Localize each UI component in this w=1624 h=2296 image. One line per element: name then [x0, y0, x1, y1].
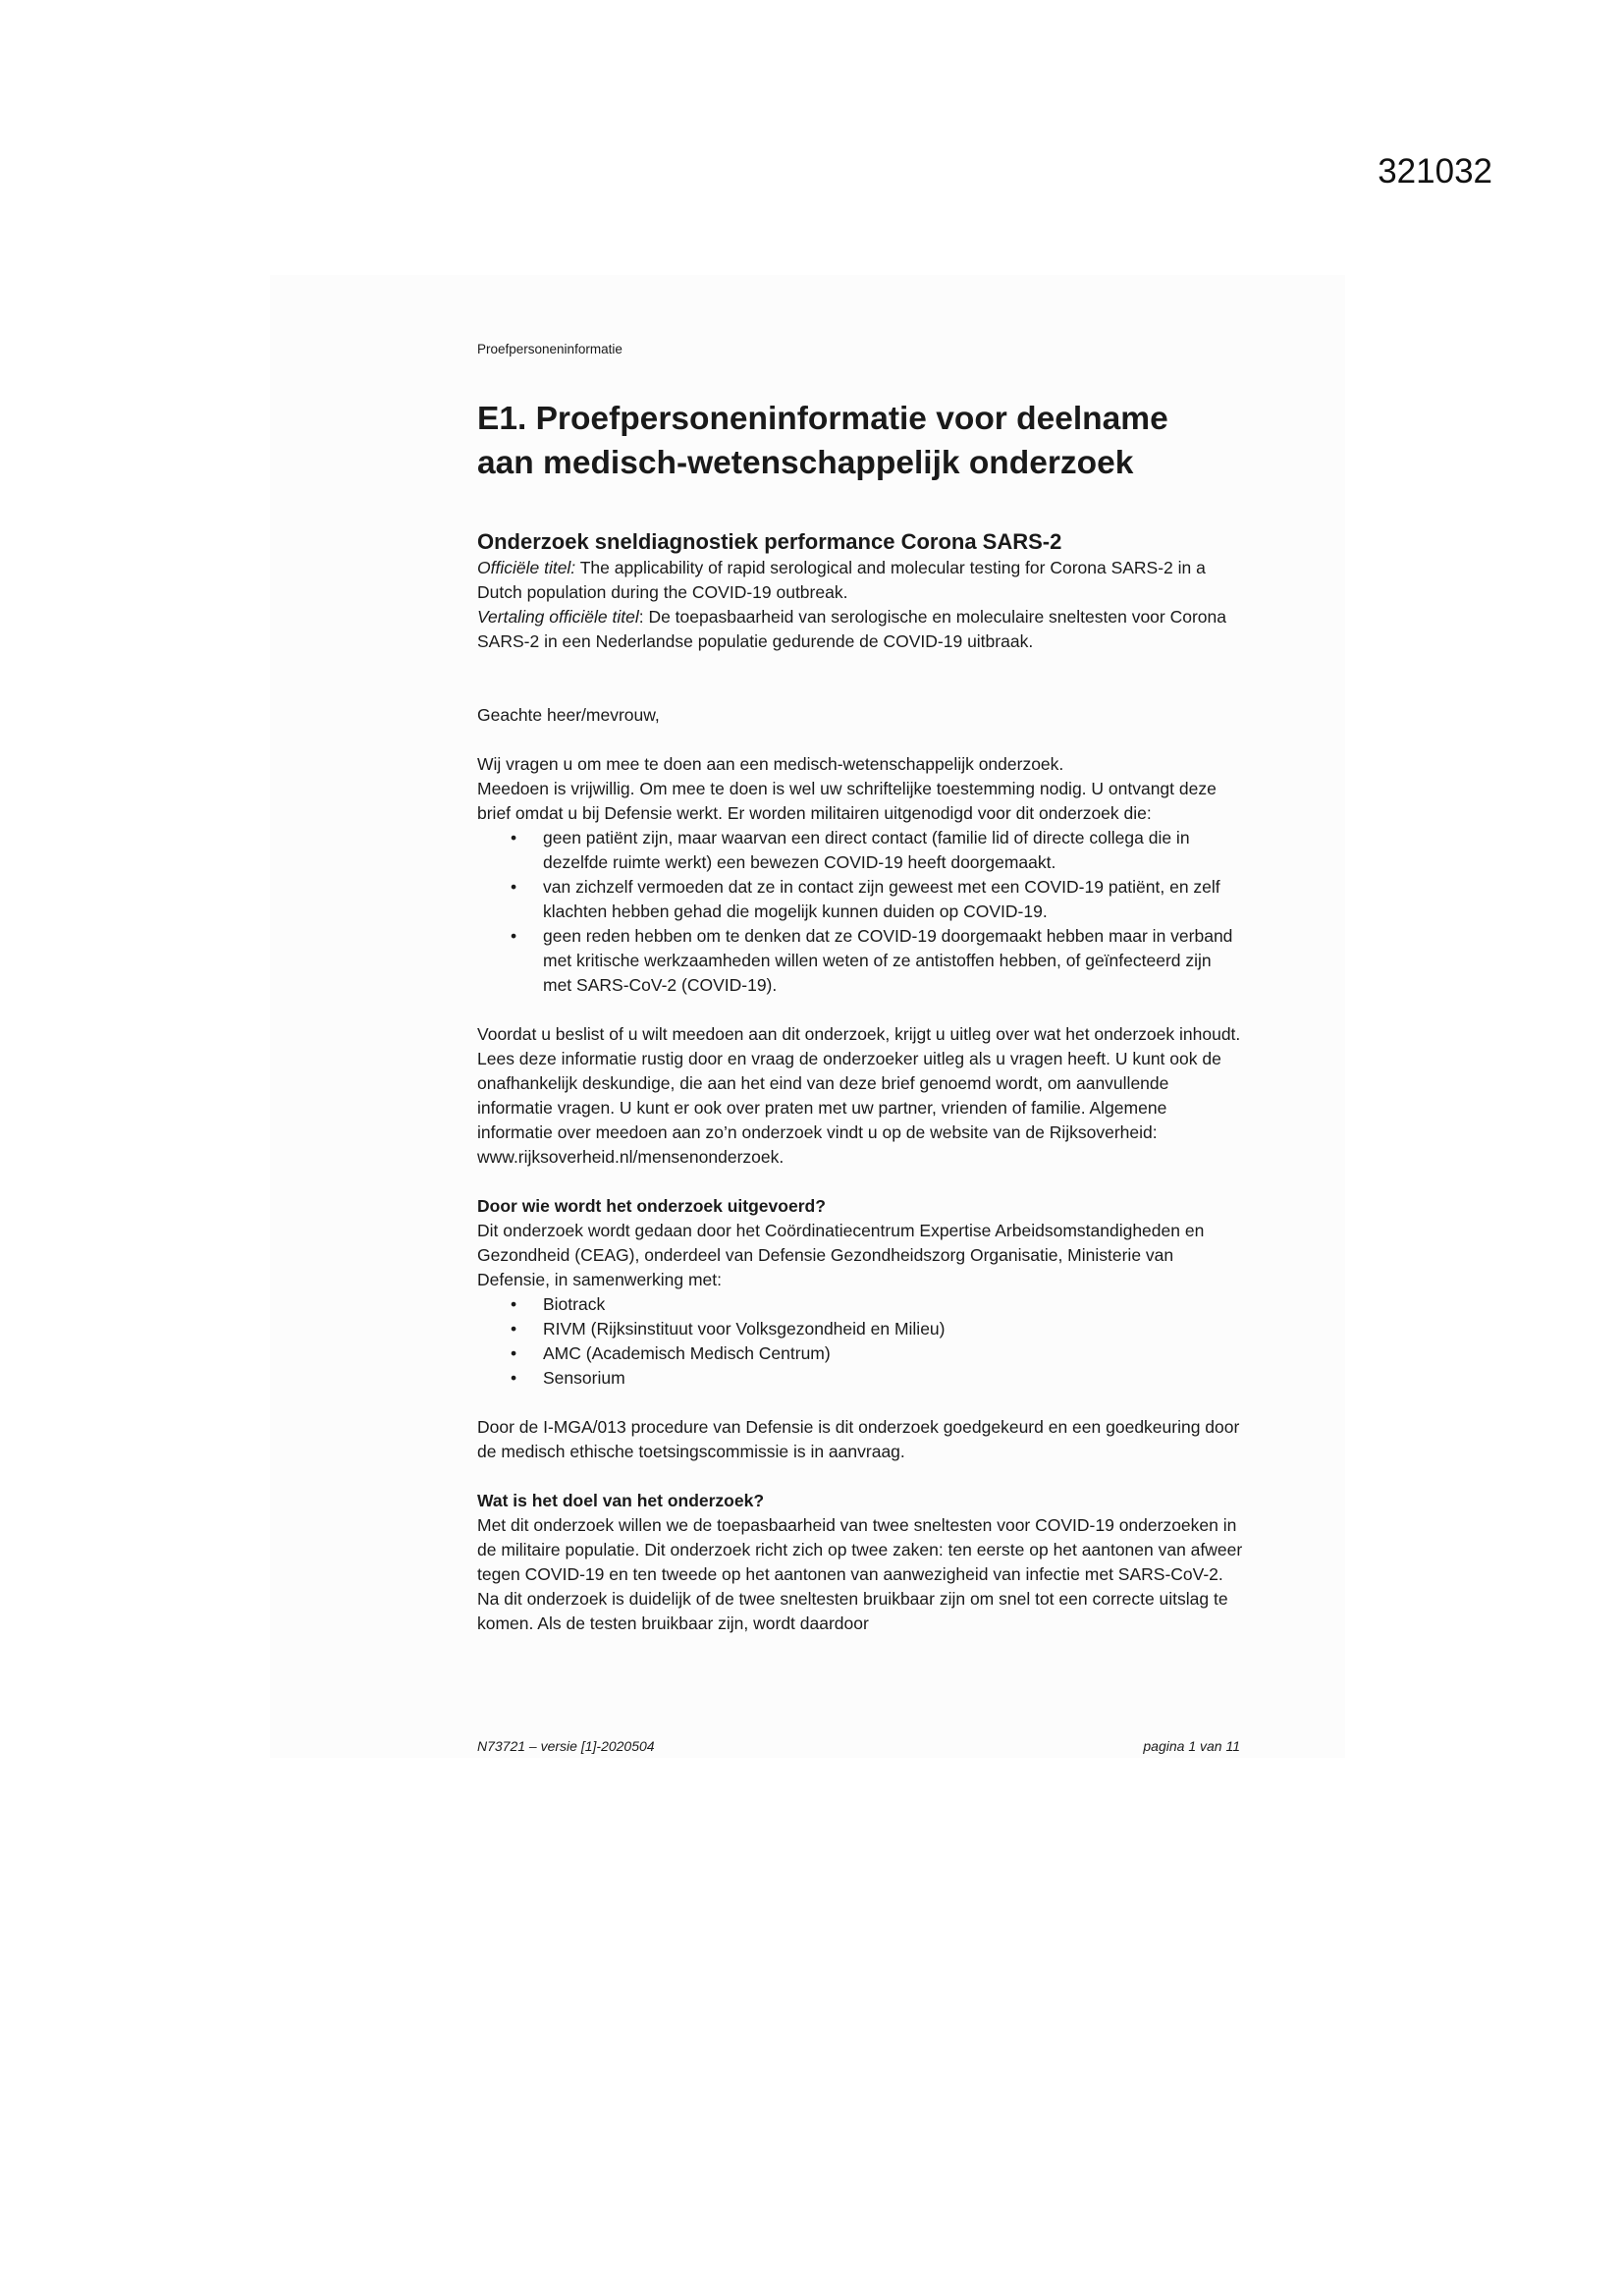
page-footer — [477, 1738, 1240, 1754]
footer-page-number: pagina 1 van 11 — [1143, 1738, 1240, 1754]
document-number: 321032 — [1378, 152, 1492, 191]
header-label: Proefpersoneninformatie — [477, 342, 623, 356]
intro-line: Wij vragen u om mee te doen aan een medisch-wetenschappelijk onderzoek. — [477, 754, 1064, 774]
greeting: Geachte heer/mevrouw, — [477, 705, 660, 725]
list-item: • van zichzelf vermoeden dat ze in contact zijn geweest met een COVID-19 patiënt, en zelf klachten hebben gehad die mogelijk kunnen duiden op COVID-19. — [543, 875, 1243, 924]
intro-bullet-list — [477, 826, 1243, 998]
document-body — [477, 342, 1243, 1636]
official-title-text: The applicability of rapid serological and molecular testing for Corona SARS-2 in a Dutch population during the COVID-19 outbreak. — [477, 558, 1206, 602]
official-title-label: Officiële titel: — [477, 558, 576, 577]
list-item: • RIVM (Rijksinstituut voor Volksgezondheid en Milieu) — [543, 1317, 1243, 1341]
list-item: • geen patiënt zijn, maar waarvan een direct contact (familie lid of directe collega die in dezelfde ruimte werkt) een bewezen COVID-19 heeft doorgemaakt. — [543, 826, 1243, 875]
partner-list — [477, 1292, 1243, 1391]
intro-paragraph: Meedoen is vrijwillig. Om mee te doen is wel uw schriftelijke toestemming nodig. U ontvangt deze brief omdat u bij Defensie werkt. Er worden militairen uitgenodigd voor dit onderzoek die: — [477, 779, 1217, 823]
list-item: • Sensorium — [543, 1366, 1243, 1391]
translated-title-text: : De toepasbaarheid van serologische en moleculaire sneltesten voor Corona SARS-2 in een Nederlandse populatie gedurende de COVID-19 uitbraak. — [477, 607, 1226, 651]
page-title-line-2: aan medisch-wetenschappelijk onderzoek — [477, 445, 1134, 481]
section-heading-goal: Wat is het doel van het onderzoek? — [477, 1491, 765, 1510]
footer-version: N73721 – versie [1]-2020504 — [477, 1738, 655, 1754]
page-title-line-1: E1. Proefpersoneninformatie voor deelname — [477, 401, 1168, 437]
list-item: • AMC (Academisch Medisch Centrum) — [543, 1341, 1243, 1366]
section-who-text: Dit onderzoek wordt gedaan door het Coördinatiecentrum Expertise Arbeidsomstandigheden en Gezondheid (CEAG), onderdeel van Defensie Gezondheidszorg Organisatie, Ministerie van Defensie, in samenwerking met: — [477, 1221, 1205, 1289]
decision-paragraph: Voordat u beslist of u wilt meedoen aan dit onderzoek, krijgt u uitleg over wat het onderzoek inhoudt. Lees deze informatie rustig door en vraag de onderzoeker uitleg als u vragen heeft. U kunt ook de onafhankelijk deskundige, die aan het eind van deze brief genoemd wordt, om aanvullende informatie vragen. U kunt er ook over praten met uw partner, vrienden of familie. Algemene informatie over meedoen aan zo’n onderzoek vindt u op de website van de Rijksoverheid: www.rijksoverheid.nl/mensenonderzoek. — [477, 1024, 1241, 1167]
study-subtitle: Onderzoek sneldiagnostiek performance Corona SARS-2 — [477, 529, 1062, 554]
section-heading-who: Door wie wordt het onderzoek uitgevoerd? — [477, 1196, 826, 1216]
translated-title — [477, 605, 1243, 654]
translated-title-label: Vertaling officiële titel — [477, 607, 639, 627]
section-goal-text: Met dit onderzoek willen we de toepasbaarheid van twee sneltesten voor COVID-19 onderzoeken in de militaire populatie. Dit onderzoek richt zich op twee zaken: ten eerste op het aantonen van afweer tegen COVID-19 en ten tweede op het aantonen van aanwezigheid van infectie met SARS-CoV-2. Na dit onderzoek is duidelijk of de twee sneltesten bruikbaar zijn om snel tot een correcte uitslag te komen. Als de testen bruikbaar zijn, wordt daardoor — [477, 1515, 1243, 1633]
page-title — [477, 397, 1243, 485]
official-title — [477, 556, 1243, 605]
list-item: • Biotrack — [543, 1292, 1243, 1317]
list-item: • geen reden hebben om te denken dat ze COVID-19 doorgemaakt hebben maar in verband met kritische werkzaamheden willen weten of ze antistoffen hebben, of geïnfecteerd zijn met SARS-CoV-2 (COVID-19). — [543, 924, 1243, 998]
approval-paragraph: Door de I-MGA/013 procedure van Defensie is dit onderzoek goedgekeurd en een goedkeuring door de medisch ethische toetsingscommissie is in aanvraag. — [477, 1417, 1240, 1461]
